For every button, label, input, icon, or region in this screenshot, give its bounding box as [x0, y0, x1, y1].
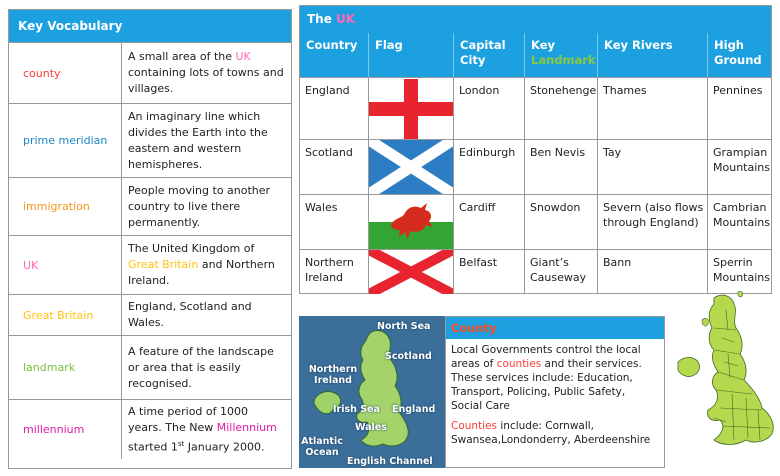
- def-highlight: Millennium: [216, 420, 277, 434]
- def-text: containing lots of towns and villages.: [128, 66, 284, 95]
- header-high-ground: High Ground: [714, 38, 762, 67]
- cell-country: England: [300, 78, 369, 139]
- title-text: The: [307, 12, 337, 26]
- vocab-term: Great Britain: [9, 295, 122, 335]
- wales-flag-icon: [369, 195, 454, 249]
- cell-rivers: Bann: [598, 250, 708, 293]
- map-label-wales: Wales: [355, 422, 387, 433]
- def-highlight: UK: [235, 50, 251, 63]
- county-text: and their services. These services include: Education, Transport, Policing, Public Safety, Social Care: [451, 358, 642, 412]
- def-text: A small area of the: [128, 50, 236, 63]
- def-text: and Northern Ireland.: [128, 258, 275, 287]
- header-flag: Flag: [369, 33, 454, 77]
- cell-high-ground: Cambrian Mountains: [713, 201, 770, 229]
- vocab-term: landmark: [9, 336, 122, 399]
- header-text: Key: [531, 38, 556, 52]
- cell-landmark: Giant’s Causeway: [525, 250, 598, 293]
- cell-capital: Belfast: [454, 250, 525, 293]
- vocab-definition: A feature of the landscape or area that is easily recognised.: [128, 344, 274, 390]
- cell-country: Northern Ireland: [300, 250, 369, 293]
- map-label-scotland: Scotland: [385, 351, 432, 362]
- title-highlight: UK: [336, 12, 356, 26]
- table-row: [300, 77, 771, 139]
- map-label-northern-ireland: Northern Ireland: [308, 364, 358, 386]
- cell-country: Wales: [300, 195, 369, 249]
- header-capital: Capital City: [454, 33, 525, 77]
- vocab-definition: [122, 400, 291, 459]
- vocab-term: millennium: [9, 400, 122, 459]
- def-superscript: st: [177, 439, 185, 448]
- header-landmark: [525, 33, 598, 77]
- vocab-title: Key Vocabulary: [9, 10, 291, 42]
- vocab-definition: [122, 43, 291, 103]
- county-paragraph: [451, 419, 659, 447]
- county-highlight: Counties: [451, 420, 498, 432]
- uk-table: [299, 5, 772, 294]
- cell-rivers: Severn (also flows through England): [598, 195, 708, 249]
- def-text: January 2000.: [184, 440, 265, 454]
- map-label-english-channel: English Channel: [347, 456, 433, 467]
- cell-high-ground: Grampian Mountains: [713, 146, 770, 174]
- vocab-term: UK: [9, 236, 122, 294]
- vocab-row: [9, 103, 291, 177]
- county-text: include: Cornwall, Swansea,Londonderry, Aberdeenshire: [451, 420, 651, 446]
- def-highlight: Great Britain: [128, 258, 199, 271]
- vocab-row: [9, 335, 291, 399]
- cell-capital: Cardiff: [454, 195, 525, 249]
- def-text: A time period of 1000 years. The New: [128, 404, 249, 434]
- scotland-flag-icon: [369, 140, 454, 194]
- vocab-row: [9, 294, 291, 335]
- cell-capital: Edinburgh: [454, 140, 525, 194]
- map-label-north-sea: North Sea: [377, 321, 431, 332]
- county-title: County: [446, 317, 664, 339]
- county-text: Local Governments control the local areas of: [451, 344, 641, 370]
- table-row: [300, 249, 771, 293]
- key-vocabulary-table: [8, 9, 292, 469]
- cell-high-ground: Sperrin Mountains: [713, 256, 770, 284]
- cell-high-ground: Pennines: [713, 84, 763, 97]
- vocab-definition: England, Scotland and Wales.: [128, 300, 252, 329]
- header-country: Country: [300, 33, 369, 77]
- map-label-england: England: [392, 404, 436, 415]
- vocab-definition: An imaginary line which divides the Earth into the eastern and western hemispheres.: [128, 109, 268, 171]
- cell-rivers: Tay: [598, 140, 708, 194]
- england-flag-icon: [369, 78, 454, 139]
- county-body: [446, 339, 664, 457]
- vocab-definition: People moving to another country to live there permanently.: [128, 183, 271, 229]
- cell-capital: London: [454, 78, 525, 139]
- map-label-irish-sea: Irish Sea: [333, 404, 380, 415]
- northern-ireland-flag-icon: [369, 250, 454, 293]
- map-label-atlantic-ocean: Atlantic Ocean: [301, 436, 343, 458]
- cell-country: Scotland: [300, 140, 369, 194]
- table-row: [300, 194, 771, 249]
- vocab-row: [9, 177, 291, 235]
- cell-landmark: Ben Nevis: [525, 140, 598, 194]
- cell-landmark: Stonehenge: [525, 78, 598, 139]
- vocab-term: immigration: [9, 178, 122, 235]
- table-row: [300, 139, 771, 194]
- vocab-definition: [122, 236, 291, 294]
- vocab-term: prime meridian: [9, 104, 122, 177]
- vocab-row: [9, 399, 291, 459]
- cell-rivers: Thames: [598, 78, 708, 139]
- vocab-row: [9, 235, 291, 294]
- county-paragraph: [451, 343, 659, 413]
- uk-counties-map-icon: [666, 290, 780, 468]
- county-info-box: [445, 316, 665, 468]
- header-highlight: Landmark: [531, 53, 596, 67]
- header-rivers: Key Rivers: [598, 33, 708, 77]
- vocab-row: [9, 42, 291, 103]
- uk-table-header: [300, 33, 771, 77]
- def-text: The United Kingdom of: [128, 242, 255, 255]
- uk-table-title: [300, 6, 771, 33]
- cell-landmark: Snowdon: [525, 195, 598, 249]
- uk-labelled-map: [299, 316, 445, 468]
- vocab-term: county: [9, 43, 122, 103]
- def-text: started 1: [128, 440, 178, 454]
- county-highlight: counties: [496, 358, 542, 370]
